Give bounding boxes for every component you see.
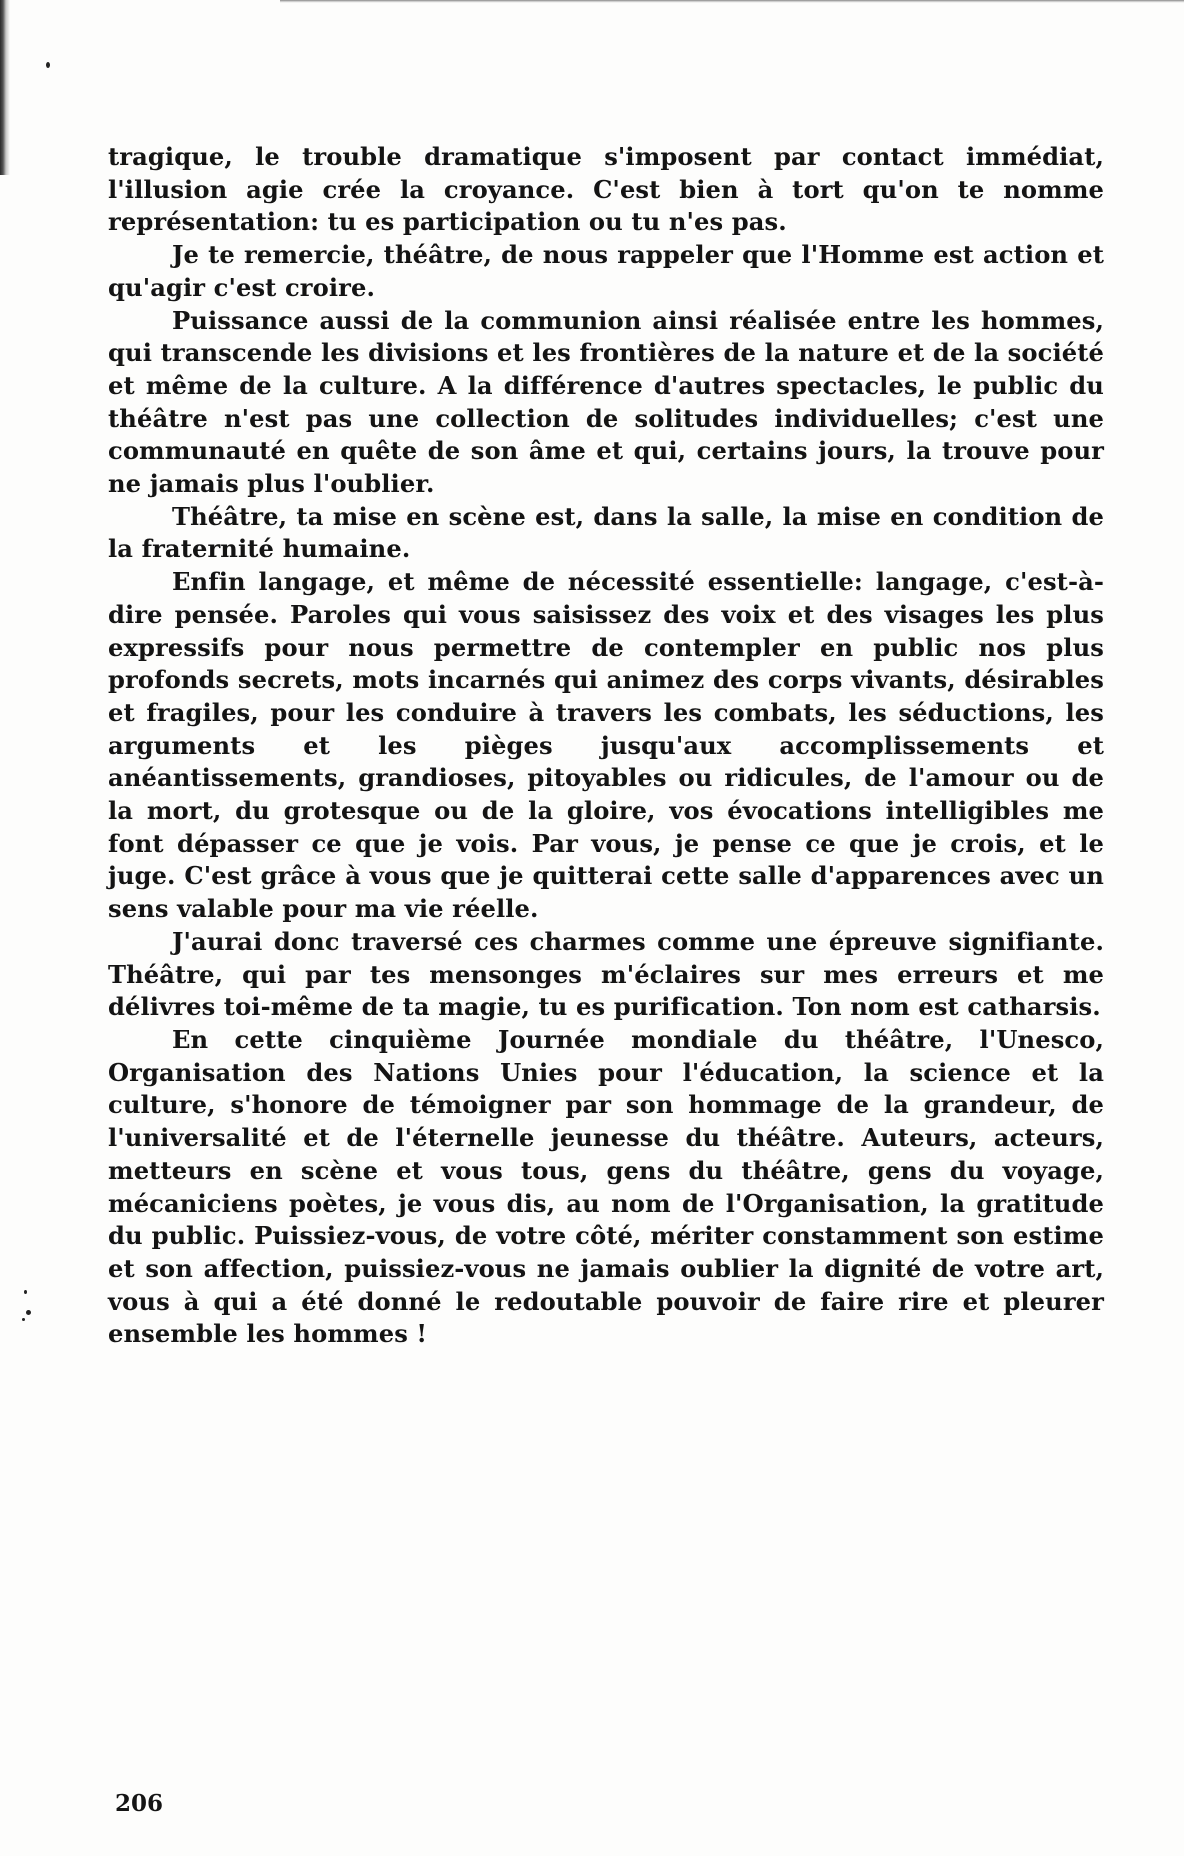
paragraph: Enfin langage, et même de nécessité essentielle: langage, c'est-à-dire pensée. Paroles qui vous saisissez des voix et des visages les plus expressifs pour nous permettre de contempler en public nos plus profonds secrets, mots incarnés qui animez des corps vivants, désirables et fragiles, pour les conduire à travers les combats, les séductions, les arguments et les pièges jusqu'aux accomplissements et anéantissements, grandioses, pitoyables ou ridicules, de l'amour ou de la mort, du grotesque ou de la gloire, vos évocations intelligibles me font dépasser ce que je vois. Par vous, je pense ce que je crois, et le juge. C'est grâce à vous que je quitterai cette salle d'apparences avec un sens valable pour ma vie réelle.	[108, 567, 1104, 924]
scan-speck	[22, 1318, 25, 1321]
scan-speck	[24, 1290, 27, 1294]
scan-top-edge	[280, 0, 1184, 3]
paragraph: Je te remercie, théâtre, de nous rappeler que l'Homme est action et qu'agir c'est croire.	[108, 240, 1104, 302]
paragraph: Puissance aussi de la communion ainsi réalisée entre les hommes, qui transcende les divisions et les frontières de la nature et de la société et même de la culture. A la différence d'autres spectacles, le public du théâtre n'est pas une collection de solitudes individuelles; c'est une communauté en quête de son âme et qui, certains jours, la trouve pour ne jamais plus l'oublier.	[108, 305, 1104, 499]
paragraph: tragique, le trouble dramatique s'imposent par contact immédiat, l'illusion agie crée la croyance. C'est bien à tort qu'on te nomme représentation: tu es participation ou tu n'es pas.	[108, 142, 1104, 237]
paragraph: En cette cinquième Journée mondiale du théâtre, l'Unesco, Organisation des Nations Unies pour l'éducation, la science et la culture, s'honore de témoigner par son hommage de la grandeur, de l'universalité et de l'éternelle jeunesse du théâtre. Auteurs, acteurs, metteurs en scène et vous tous, gens du théâtre, gens du voyage, mécaniciens poètes, je vous dis, au nom de l'Organisation, la gratitude du public. Puissiez-vous, de votre côté, mériter constamment son estime et son affection, puissiez-vous ne jamais oublier la dignité de votre art, vous à qui a été donné le redoutable pouvoir de faire rire et pleurer ensemble les hommes !	[108, 1024, 1104, 1349]
scan-speck	[46, 62, 50, 68]
paragraph: J'aurai donc traversé ces charmes comme une épreuve signifiante. Théâtre, qui par tes mensonges m'éclaires sur mes erreurs et me délivres toi-même de ta magie, tu es purification. Ton nom est catharsis.	[108, 926, 1104, 1022]
paragraph: Théâtre, ta mise en scène est, dans la salle, la mise en condition de la fraternité humaine.	[108, 501, 1104, 564]
page-number: 206	[115, 1790, 164, 1817]
body-text	[108, 141, 1104, 1351]
scan-speck	[26, 1310, 31, 1315]
scan-binding-shadow	[0, 0, 10, 175]
